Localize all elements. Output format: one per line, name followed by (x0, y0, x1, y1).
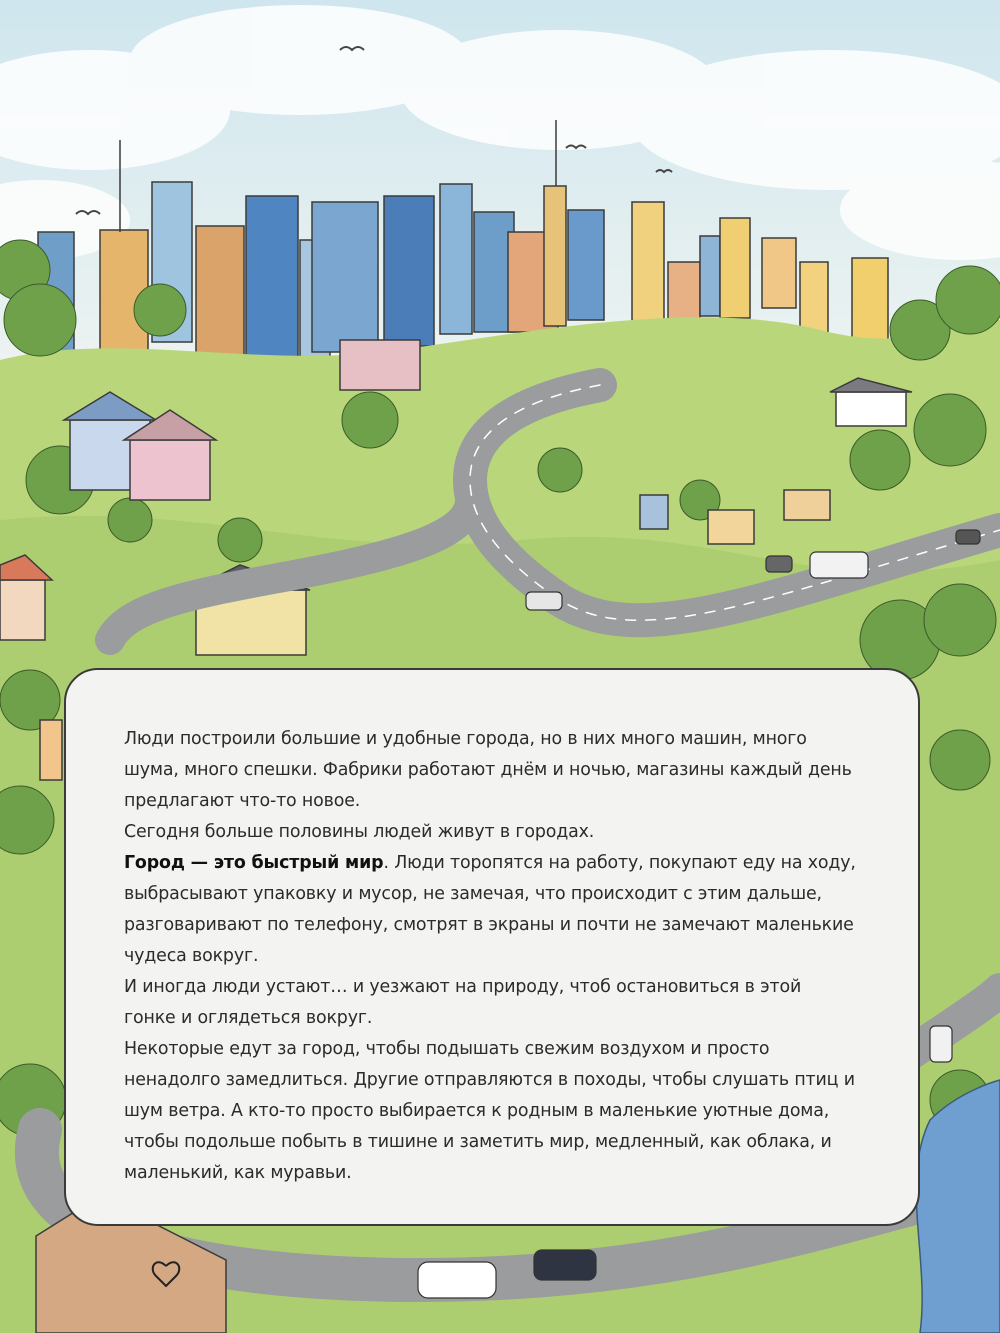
text-panel (64, 668, 920, 1226)
paragraph-5: Некоторые едут за город, чтобы подышать свежим воздухом и просто ненадолго замедлиться. Другие отправляются в походы, чтобы слушать птиц и шум ветра. А кто-то просто выбирается к родным в маленькие уютные дома, чтобы подольше побыть в тишине и заметить мир, медленный, как облака, и маленький, как муравьи. (124, 1039, 855, 1183)
paragraph-4: И иногда люди устают… и уезжают на природу, чтоб остановиться в этой гонке и оглядеться вокруг. (124, 977, 802, 1028)
paragraph-3 (124, 848, 858, 972)
paragraph-3-text: . Люди торопятся на работу, покупают еду на ходу, выбрасывают упаковку и мусор, не замечая, что происходит с этим дальше, разговаривают по телефону, смотрят в экраны и почти не замечают маленькие чудеса вокруг. (124, 853, 856, 966)
paragraph-1: Люди построили большие и удобные города, но в них много машин, много шума, много спешки. Фабрики работают днём и ночью, магазины каждый день предлагают что-то новое. (124, 729, 852, 811)
paragraph-2: Сегодня больше половины людей живут в городах. (124, 822, 595, 842)
bold-phrase: Город — это быстрый мир (124, 853, 384, 873)
